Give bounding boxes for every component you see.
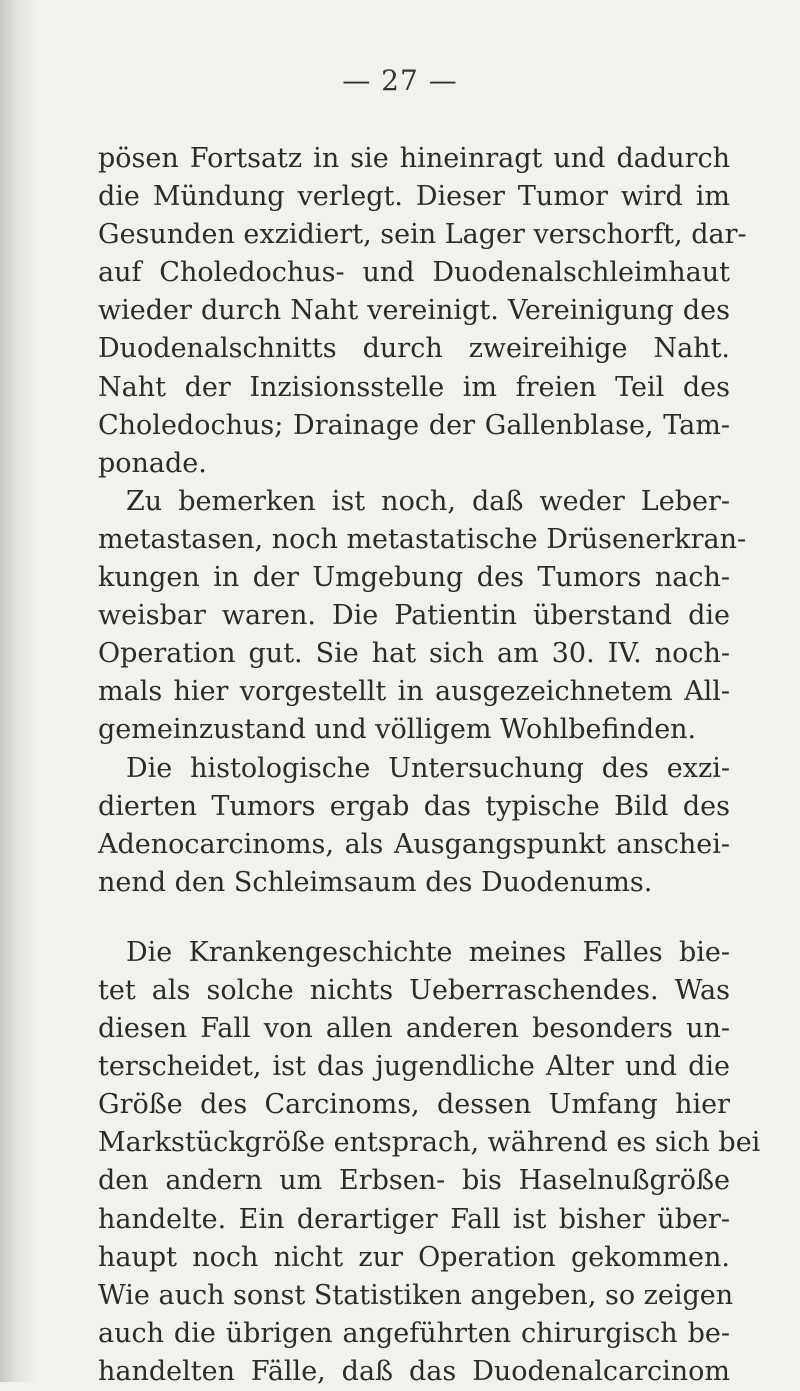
paragraph-3 xyxy=(98,750,730,902)
text-line: haupt noch nicht zur Operation gekommen. xyxy=(98,1241,730,1273)
body-text xyxy=(98,140,761,1391)
text-line: Wie auch sonst Statistiken angeben, so zeigen xyxy=(98,1279,734,1311)
text-line: Duodenalschnitts durch zweireihige Naht. xyxy=(98,333,730,365)
text-line: weisbar waren. Die Patientin überstand die xyxy=(98,600,730,632)
paragraph-4 xyxy=(98,934,761,1391)
text-line: auf Choledochus- und Duodenalschleimhaut xyxy=(98,257,730,289)
text-line: nend den Schleimsaum des Duodenums. xyxy=(98,866,653,898)
text-line: tet als solche nichts Ueberraschendes. Was xyxy=(98,974,730,1006)
paragraph-gap xyxy=(98,902,730,934)
text-line: Choledochus; Drainage der Gallenblase, Tam- xyxy=(98,409,730,441)
text-line: die Mündung verlegt. Dieser Tumor wird im xyxy=(98,181,730,213)
text-line: metastasen, noch metastatische Drüsenerkran- xyxy=(98,523,747,555)
text-line: Die Krankengeschichte meines Falles bie- xyxy=(126,936,730,968)
text-line: kungen in der Umgebung des Tumors nach- xyxy=(98,562,730,594)
scan-edge-shadow xyxy=(0,0,38,1382)
text-line: Größe des Carcinoms, dessen Umfang hier xyxy=(98,1089,730,1121)
paragraph-2 xyxy=(98,483,747,750)
text-line: Naht der Inzisionsstelle im freien Teil des xyxy=(98,371,730,403)
text-line: Adenocarcinoms, als Ausgangspunkt anschei- xyxy=(98,828,730,860)
text-line: Markstückgröße entsprach, während es sich bei xyxy=(98,1127,761,1159)
text-line: dierten Tumors ergab das typische Bild des xyxy=(98,790,730,822)
text-line: pösen Fortsatz in sie hineinragt und dadurch xyxy=(98,143,730,174)
text-line: auch die übrigen angeführten chirurgisch be- xyxy=(98,1317,730,1349)
text-line: Zu bemerken ist noch, daß weder Leber- xyxy=(126,485,730,517)
text-line: Gesunden exzidiert, sein Lager verschorft, dar- xyxy=(98,219,747,251)
text-line: terscheidet, ist das jugendliche Alter und die xyxy=(98,1051,730,1083)
text-line: gemeinzustand und völligem Wohlbefinden. xyxy=(98,714,697,746)
text-line: handelten Fälle, daß das Duodenalcarcinom xyxy=(98,1355,730,1387)
text-line: diesen Fall von allen anderen besonders un- xyxy=(98,1013,730,1045)
text-line: Operation gut. Sie hat sich am 30. IV. noch- xyxy=(98,638,730,670)
text-line: ponade. xyxy=(98,447,207,479)
text-line: Die histologische Untersuchung des exzi- xyxy=(126,752,730,784)
text-line: mals hier vorgestellt in ausgezeichnetem All- xyxy=(98,676,730,708)
paragraph-1 xyxy=(98,140,747,483)
page-number: — 27 — xyxy=(342,64,458,97)
text-line: den andern um Erbsen- bis Haselnußgröße xyxy=(98,1165,730,1197)
text-line: handelte. Ein derartiger Fall ist bisher über- xyxy=(98,1203,730,1235)
text-line: wieder durch Naht vereinigt. Vereinigung des xyxy=(98,295,730,327)
